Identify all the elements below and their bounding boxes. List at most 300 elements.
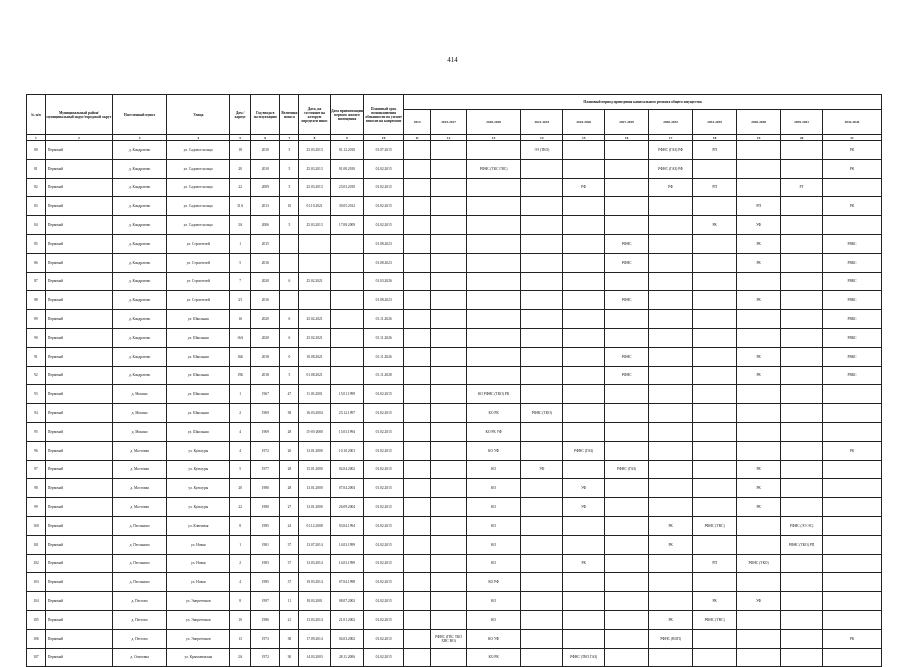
table-cell: Первомай [45,441,112,460]
table-cell: 1985 [251,573,280,592]
table-cell: 22 [230,498,251,517]
table-cell: КО [466,554,520,573]
table-cell [781,253,823,272]
table-cell: Первомай [45,460,112,479]
table-cell [649,479,693,498]
table-cell: Первомай [45,573,112,592]
table-cell: 2015 [251,234,280,253]
table-cell [693,197,737,216]
table-cell [649,573,693,592]
table-cell: РФНС (ЭЭ ЭС) [781,516,823,535]
table-cell: 23.03.2010 [330,178,364,197]
table-cell [404,535,431,554]
table-cell: РК [737,498,781,517]
table-cell [466,272,520,291]
table-row [27,291,882,310]
table-cell [781,441,823,460]
table-cell [737,648,781,667]
table-cell [466,310,520,329]
table-cell: 25.02.2021 [299,272,330,291]
table-row [27,178,882,197]
table-cell [781,197,823,216]
period-column-header: 2024-2026 [563,110,605,135]
table-cell: УФ [737,592,781,611]
table-cell: 8 [230,592,251,611]
table-row [27,554,882,573]
table-cell: РК [737,347,781,366]
table-cell: 28 [280,479,299,498]
table-cell [466,178,520,197]
table-cell: д. Кондратово [112,347,166,366]
table-cell: 01.02.2015 [364,592,404,611]
table-cell: 1972 [251,441,280,460]
table-cell: 97 [27,460,46,479]
table-cell [404,592,431,611]
table-cell [781,460,823,479]
table-cell: Первомай [45,197,112,216]
table-cell [563,535,605,554]
table-cell: 01.08.2021 [299,366,330,385]
table-cell: РФНС (ТКО) [737,554,781,573]
table-cell: РВКС [823,234,882,253]
table-cell: 2020 [251,328,280,347]
table-cell: 19Б [230,366,251,385]
table-cell [431,498,467,517]
table-cell [781,592,823,611]
column-index-cell: 21 [823,135,882,141]
table-cell: ул. Энергетиков [167,629,230,648]
table-cell [563,141,605,160]
table-cell [521,516,563,535]
table-cell [521,648,563,667]
table-cell [649,216,693,235]
table-cell [431,178,467,197]
table-cell [605,516,649,535]
table-cell: РК [693,592,737,611]
period-column-header: 2018-2020 [466,110,520,135]
table-cell [649,460,693,479]
table-cell [404,216,431,235]
table-cell: 22 [230,178,251,197]
period-column-header: 2027-2029 [605,110,649,135]
table-cell [605,441,649,460]
table-cell [823,479,882,498]
table-cell: д. Кондратово [112,272,166,291]
table-cell: 13.03.2014 [299,554,330,573]
table-cell [563,291,605,310]
table-cell: РФНС (ГАЗ) РФ [649,141,693,160]
table-cell: Первомай [45,516,112,535]
table-cell: ул. Строителей [167,291,230,310]
table-cell [521,216,563,235]
table-cell [404,291,431,310]
table-cell: РК [693,216,737,235]
period-column-header: 2036-2038 [737,110,781,135]
table-cell: ул. Культуры [167,460,230,479]
table-row [27,648,882,667]
table-cell [693,328,737,347]
table-cell: 01.11.2026 [364,347,404,366]
table-cell: РФНС (ГАЗ) [605,460,649,479]
table-row [27,197,882,216]
table-cell [737,178,781,197]
table-cell [404,141,431,160]
table-cell: РК [823,629,882,648]
table-cell [781,272,823,291]
table-cell [563,272,605,291]
table-cell: РФНС (ТКС ГВС) [466,159,520,178]
table-cell [605,422,649,441]
table-cell [823,592,882,611]
table-cell [466,366,520,385]
table-cell: 25.03.2013 [299,141,330,160]
table-cell [737,535,781,554]
table-cell: 10.10.2001 [330,441,364,460]
table-cell: 90 [27,328,46,347]
column-header: Улица [167,95,230,135]
table-cell: 105 [27,610,46,629]
table-cell: РП [693,178,737,197]
table-cell: 1980 [251,498,280,517]
table-cell [431,291,467,310]
table-cell: 01.12.2010 [330,141,364,160]
table-cell: 2016 [251,291,280,310]
table-cell [431,404,467,423]
table-cell: 01.10.2021 [299,197,330,216]
table-row [27,366,882,385]
schedule-table [26,94,882,667]
table-cell: 16.03.2004 [299,404,330,423]
table-cell: 84 [27,216,46,235]
table-cell [781,404,823,423]
table-cell [431,216,467,235]
table-cell [781,422,823,441]
table-cell [605,592,649,611]
table-cell: 2020 [251,310,280,329]
table-cell [280,234,299,253]
table-cell [781,573,823,592]
table-row [27,610,882,629]
table-cell: 17.09.2014 [299,629,330,648]
table-cell: 28.11.2006 [330,648,364,667]
column-index-cell: 6 [251,135,280,141]
table-cell: 01.08.2023 [364,291,404,310]
table-cell: 21.01.2002 [330,610,364,629]
table-cell: ул. Садовое кольцо [167,159,230,178]
table-cell: РК [737,253,781,272]
table-cell [649,253,693,272]
table-cell [605,141,649,160]
table-cell [521,347,563,366]
table-cell: 25.03.2013 [299,178,330,197]
table-cell: РК [737,479,781,498]
table-cell: КО [466,479,520,498]
table-cell [693,272,737,291]
column-index-cell: 3 [112,135,166,141]
table-cell: 2020 [251,272,280,291]
table-cell [693,366,737,385]
table-cell: Первомай [45,479,112,498]
table-cell: 1985 [251,516,280,535]
table-cell: 21 [280,610,299,629]
table-cell: 01.02.2015 [364,178,404,197]
table-cell: РК [737,366,781,385]
table-cell: 2018 [251,347,280,366]
table-cell [649,422,693,441]
table-cell: РФНС [605,366,649,385]
table-cell [404,347,431,366]
table-cell: 94 [27,404,46,423]
table-cell [693,535,737,554]
table-cell: 26 [280,441,299,460]
table-cell: 1997 [251,592,280,611]
table-cell [404,422,431,441]
table-cell: 23.12.1997 [330,404,364,423]
table-cell [649,441,693,460]
table-cell [466,253,520,272]
period-column-header: 2033-2035 [693,110,737,135]
table-cell: Первомай [45,610,112,629]
table-cell: 24 [280,516,299,535]
table-cell: Первомай [45,422,112,441]
table-cell: 95 [27,422,46,441]
table-cell: 01.07.2015 [364,141,404,160]
table-cell [563,404,605,423]
table-cell: 6 [280,272,299,291]
table-cell [521,479,563,498]
table-cell: 01.02.2015 [364,648,404,667]
table-cell: 11.03.2001 [299,385,330,404]
table-cell [431,272,467,291]
table-cell: д. Песчаново [112,573,166,592]
table-cell [431,648,467,667]
table-cell: 2013 [251,197,280,216]
table-cell [781,141,823,160]
table-cell [823,460,882,479]
table-cell: 5 [230,253,251,272]
table-cell: 25.02.2021 [299,328,330,347]
column-index-cell: 19 [737,135,781,141]
table-cell: д. Кондратово [112,178,166,197]
table-cell: КО [466,498,520,517]
column-index-cell: 8 [299,135,330,141]
table-cell: Первомай [45,178,112,197]
table-cell [521,328,563,347]
table-cell [693,498,737,517]
table-cell: 1 [230,535,251,554]
table-cell: Первомай [45,385,112,404]
table-cell [823,178,882,197]
table-cell [649,272,693,291]
table-cell: РВКС [823,310,882,329]
table-cell [605,178,649,197]
table-cell [823,573,882,592]
table-cell [431,422,467,441]
table-cell: 1969 [251,422,280,441]
table-cell [781,610,823,629]
table-cell [466,141,520,160]
table-cell: 85 [27,234,46,253]
table-cell: д. Мостовая [112,498,166,517]
table-cell [605,498,649,517]
table-cell [404,272,431,291]
table-cell: 13 [230,629,251,648]
table-cell: 38 [280,404,299,423]
table-cell: Первомай [45,216,112,235]
table-cell: 01.08.2010 [330,159,364,178]
column-header: Величина износа [280,95,299,135]
table-cell [521,422,563,441]
table-cell: 01.08.2023 [364,253,404,272]
table-cell [404,573,431,592]
table-cell [521,610,563,629]
table-cell [330,291,364,310]
table-cell: РК [737,291,781,310]
table-cell: 106 [27,629,46,648]
table-cell [404,516,431,535]
table-cell: КО [466,610,520,629]
table-cell: ул. Энергетиков [167,592,230,611]
table-cell [737,272,781,291]
table-cell: 104 [27,592,46,611]
table-cell [404,404,431,423]
table-cell [563,460,605,479]
table-cell: РК [649,535,693,554]
table-cell [781,366,823,385]
table-cell: 0 [280,347,299,366]
table-row [27,460,882,479]
table-cell [521,441,563,460]
table-cell [823,648,882,667]
table-cell: 1983 [251,554,280,573]
table-row [27,516,882,535]
period-column-header: 2042-2044 [823,110,882,135]
table-cell [521,535,563,554]
table-cell [563,347,605,366]
table-cell [781,479,823,498]
table-cell: Первомай [45,554,112,573]
table-cell [605,272,649,291]
table-cell: РВКС [823,253,882,272]
table-cell: 4 [230,573,251,592]
table-cell: 14.03.1999 [330,535,364,554]
table-cell [781,385,823,404]
table-cell: 07.04.2004 [330,479,364,498]
table-cell: 7 [230,272,251,291]
table-cell: РП [693,141,737,160]
column-header: Дата, на состояние на которую определен износ [299,95,330,135]
table-cell [649,554,693,573]
table-cell: 08.07.2002 [330,592,364,611]
table-cell: Первомай [45,159,112,178]
table-cell [823,516,882,535]
table-cell: 86 [27,253,46,272]
table-cell [404,328,431,347]
table-cell: 20 [230,479,251,498]
table-cell [605,159,649,178]
table-cell: 5 [230,460,251,479]
table-cell [693,629,737,648]
table-cell: 93 [27,385,46,404]
table-header [27,95,882,141]
table-cell [431,310,467,329]
table-row [27,328,882,347]
table-cell: 2 [230,554,251,573]
table-cell: РК [823,441,882,460]
table-cell: 14.03.2003 [299,648,330,667]
table-cell [693,347,737,366]
table-cell [466,328,520,347]
table-cell [605,328,649,347]
period-column-header: 2014 [404,110,431,135]
table-cell: КО РФНС (ТКО) РК [466,385,520,404]
period-column-header: 2021-2023 [521,110,563,135]
table-cell [649,404,693,423]
period-column-header: 2039-2041 [781,110,823,135]
table-cell [605,385,649,404]
table-cell: д. Песчаново [112,516,166,535]
table-body [27,141,882,667]
table-cell [404,310,431,329]
table-cell [737,610,781,629]
table-cell: РФНС [605,291,649,310]
table-cell [431,554,467,573]
table-cell: РК [649,516,693,535]
table-cell: 01.02.2015 [364,460,404,479]
table-cell [563,310,605,329]
table-cell [605,310,649,329]
table-cell [521,573,563,592]
table-row [27,535,882,554]
column-index-cell: 16 [605,135,649,141]
table-cell: 1980 [251,479,280,498]
table-cell [693,648,737,667]
table-cell [431,253,467,272]
column-index-cell: 7 [280,135,299,141]
table-cell: ул. Строителей [167,253,230,272]
table-cell [431,592,467,611]
table-cell [649,648,693,667]
table-cell [404,385,431,404]
table-cell: 5 [280,159,299,178]
table-row [27,272,882,291]
table-cell [404,253,431,272]
table-cell: 25.03.2013 [299,216,330,235]
table-cell: 01.02.2015 [364,479,404,498]
table-cell: КО УФ [466,441,520,460]
column-index-cell: 17 [649,135,693,141]
table-row [27,159,882,178]
table-cell: 89 [27,310,46,329]
table-row [27,347,882,366]
table-cell: 1977 [251,460,280,479]
table-cell: ул. Школьная [167,404,230,423]
table-cell [563,216,605,235]
table-cell: РК [737,234,781,253]
table-cell [693,385,737,404]
table-cell: 2010 [251,141,280,160]
table-cell: ул. Школьная [167,310,230,329]
column-index-cell: 10 [364,135,404,141]
table-cell: Первомай [45,535,112,554]
table-cell: 01.02.2015 [364,610,404,629]
table-cell [737,516,781,535]
table-cell: ул. Новая [167,554,230,573]
table-cell: 10 [230,610,251,629]
table-cell: УФ [521,460,563,479]
table-cell: 26.09.2004 [330,498,364,517]
table-row [27,141,882,160]
